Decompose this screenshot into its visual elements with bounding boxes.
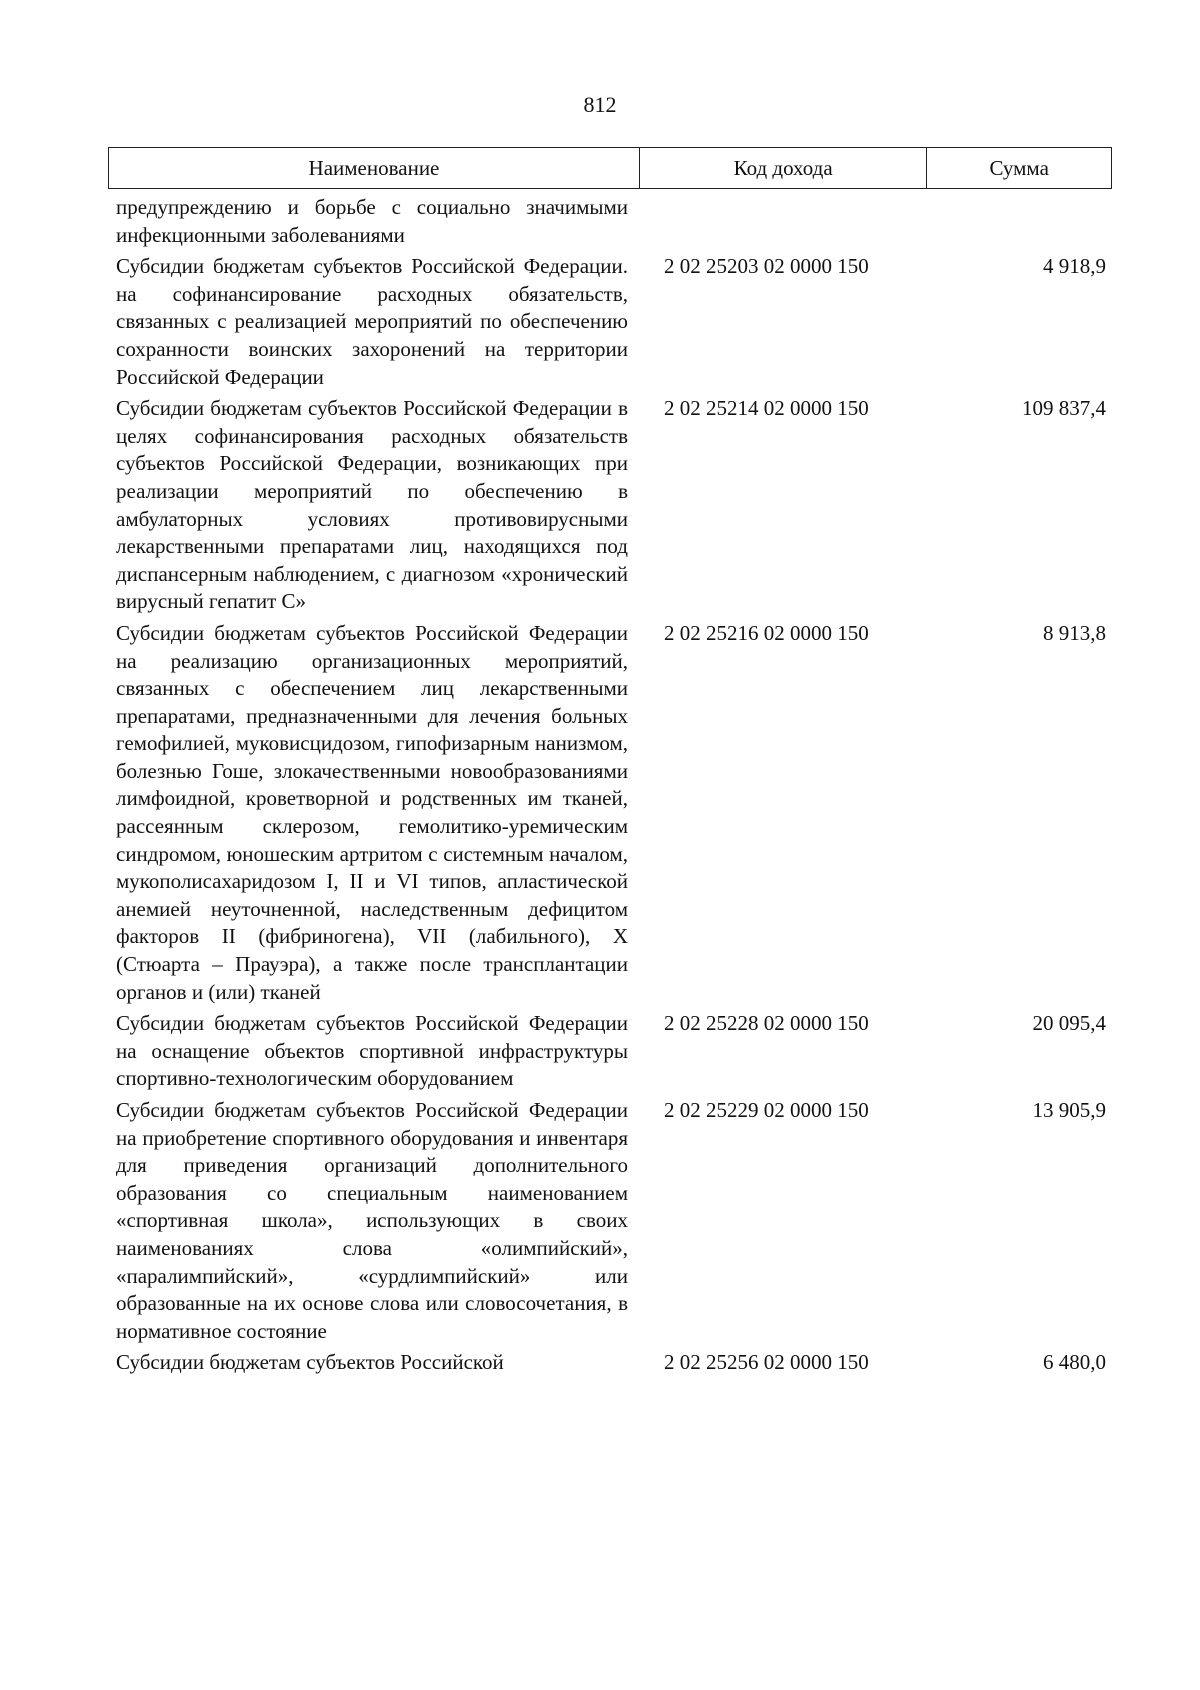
table-row bbox=[116, 194, 1106, 249]
row-name: Субсидии бюджетам субъектов Российской Федерации. на софинансирование расходных обязательств, связанных с реализацией мероприятий по обеспечению сохранности воинских захоронений на территории Российской Федерации bbox=[116, 254, 628, 389]
row-name: Субсидии бюджетам субъектов Российской Федерации на приобретение спортивного оборудования и инвентаря для приведения организаций дополнительного образования со специальным наименованием «спортивная школа», использующих в своих наименованиях слова «олимпийский», «паралимпийский», «сурдлимпийский» или образованные на их основе слова или словосочетания, в нормативное состояние bbox=[116, 1098, 628, 1343]
header-sum: Сумма bbox=[989, 155, 1049, 180]
header-name: Наименование bbox=[109, 148, 640, 188]
row-name: Субсидии бюджетам субъектов Российской bbox=[116, 1350, 504, 1375]
row-code: 2 02 25216 02 0000 150 bbox=[664, 620, 869, 645]
row-name: Субсидии бюджетам субъектов Российской Федерации на реализацию организационных мероприятий, связанных с обеспечением лиц лекарственными препаратами, предназначенными для лечения больных гемофилией, муковисцидозом, гипофизарным нанизмом, болезнью Гоше, злокачественными новообразованиями лимфоидной, кроветворной и родственных им тканей, рассеянным склерозом, гемолитико-уремическим синдромом, юношеским артритом с системным началом, мукополисахаридозом I, II и VI типов, апластической анемией неуточненной, наследственным дефицитом факторов II (фибриногена), VII (лабильного), X (Стюарта – Прауэра), а также после трансплантации органов и (или) тканей bbox=[116, 620, 628, 1004]
table-row bbox=[116, 253, 1106, 391]
table-row bbox=[116, 395, 1106, 616]
row-code: 2 02 25256 02 0000 150 bbox=[664, 1350, 869, 1375]
row-code: 2 02 25228 02 0000 150 bbox=[664, 1011, 869, 1036]
table-row bbox=[116, 1010, 1106, 1093]
page-number: 812 bbox=[583, 92, 617, 117]
row-sum: 4 918,9 bbox=[1043, 254, 1106, 279]
table-row bbox=[116, 1097, 1106, 1345]
table-row bbox=[116, 620, 1106, 1006]
header-code: Код дохода bbox=[640, 148, 927, 188]
row-code: 2 02 25229 02 0000 150 bbox=[664, 1098, 869, 1122]
row-code: 2 02 25214 02 0000 150 bbox=[664, 396, 869, 421]
row-name: Субсидии бюджетам субъектов Российской Федерации на оснащение объектов спортивной инфраструктуры спортивно-технологическим оборудованием bbox=[116, 1011, 628, 1091]
row-sum: 109 837,4 bbox=[1022, 396, 1106, 421]
row-sum: 13 905,9 bbox=[1032, 1098, 1106, 1122]
row-name: предупреждению и борьбе с социально значимыми инфекционными заболеваниями bbox=[116, 195, 628, 247]
table-body bbox=[116, 194, 1106, 1377]
row-sum: 20 095,4 bbox=[1032, 1011, 1106, 1036]
table-row bbox=[116, 1349, 1106, 1377]
row-sum: 6 480,0 bbox=[1043, 1350, 1106, 1375]
row-code: 2 02 25203 02 0000 150 bbox=[664, 254, 869, 279]
table-header bbox=[108, 147, 1112, 189]
row-name: Субсидии бюджетам субъектов Российской Федерации в целях софинансирования расходных обязательств субъектов Российской Федерации, возникающих при реализации мероприятий по обеспечению в амбулаторных условиях противовирусными лекарственными препаратами лиц, находящихся под диспансерным наблюдением, с диагнозом «хронический вирусный гепатит С» bbox=[116, 396, 628, 614]
row-sum: 8 913,8 bbox=[1043, 620, 1106, 645]
